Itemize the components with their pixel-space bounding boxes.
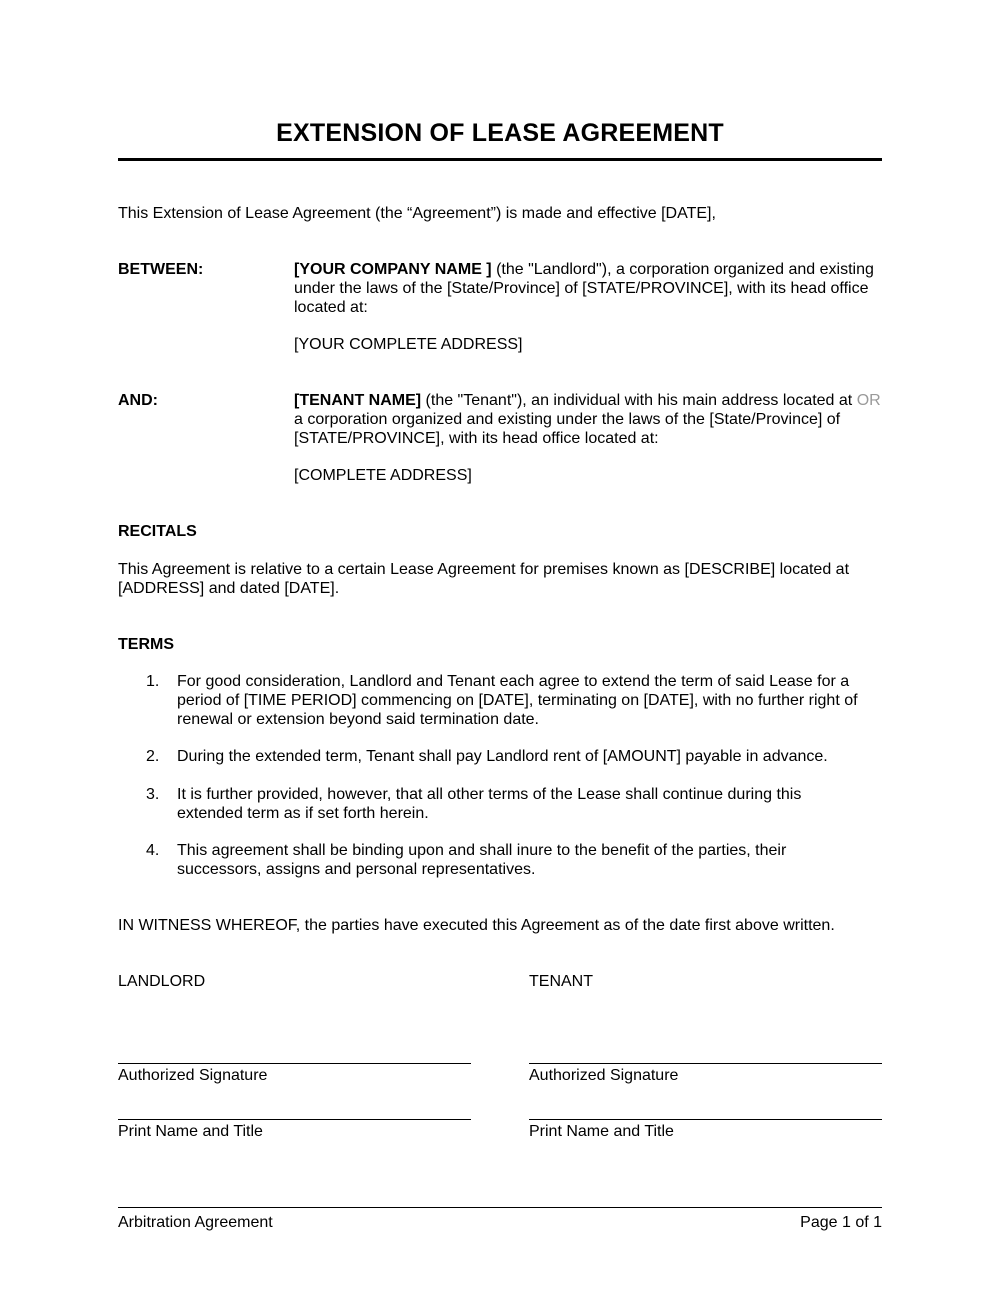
term-number: 4. — [146, 842, 160, 859]
between-party-paragraph — [294, 260, 874, 317]
landlord-description-rest: existing under the laws of the [State/Province] of [STATE/PROVINCE], with its head office located at: — [294, 261, 874, 316]
term-number: 3. — [146, 786, 160, 803]
tenant-name-line — [529, 1119, 882, 1120]
landlord-address: [YOUR COMPLETE ADDRESS] — [294, 336, 523, 353]
tenant-description-rest: a corporation organized and existing under the laws of the [State/Province] of [STATE/PROVINCE], with its head office located at: — [294, 411, 841, 447]
term-text: During the extended term, Tenant shall pay Landlord rent of [AMOUNT] payable in advance. — [177, 748, 828, 765]
intro-paragraph: This Extension of Lease Agreement (the “Agreement”) is made and effective [DATE], — [118, 205, 716, 222]
document-title: EXTENSION OF LEASE AGREEMENT — [276, 119, 724, 147]
term-number: 2. — [146, 748, 160, 765]
between-label: BETWEEN: — [118, 261, 204, 278]
tenant-signature-label: Authorized Signature — [529, 1067, 679, 1084]
recitals-text: This Agreement is relative to a certain Lease Agreement for premises known as [DESCRIBE] located at [ADDRESS] and dated [DATE]. — [118, 561, 850, 597]
term-text: This agreement shall be binding upon and shall inure to the benefit of the parties, their successors, assigns and personal representatives. — [177, 842, 787, 878]
landlord-name-placeholder: [YOUR COMPANY NAME ] — [294, 261, 492, 278]
term-number: 1. — [146, 673, 160, 690]
footer-divider — [118, 1207, 882, 1208]
landlord-name-line — [118, 1119, 471, 1120]
witness-statement: IN WITNESS WHEREOF, the parties have executed this Agreement as of the date first above written. — [118, 917, 835, 934]
and-label: AND: — [118, 392, 158, 409]
or-alternative-marker: OR — [856, 392, 881, 409]
landlord-signature-line — [118, 1063, 471, 1064]
term-text: It is further provided, however, that all other terms of the Lease shall continue during this extended term as if set forth herein. — [177, 786, 802, 822]
tenant-name-placeholder: [TENANT NAME] — [294, 392, 422, 409]
and-party-paragraph — [294, 391, 886, 448]
tenant-signature-line — [529, 1063, 882, 1064]
terms-heading: TERMS — [118, 636, 174, 653]
landlord-signature-heading: LANDLORD — [118, 973, 206, 990]
tenant-description-line1: (the "Tenant"), an individual with his main address located at — [421, 392, 853, 409]
landlord-name-label: Print Name and Title — [118, 1123, 263, 1140]
recitals-heading: RECITALS — [118, 523, 197, 540]
tenant-address: [COMPLETE ADDRESS] — [294, 467, 472, 484]
tenant-signature-heading: TENANT — [529, 973, 593, 990]
footer-page-number: Page 1 of 1 — [800, 1214, 882, 1231]
title-divider — [118, 158, 882, 161]
term-text: For good consideration, Landlord and Tenant each agree to extend the term of said Lease for a period of [TIME PERIOD] commencing on [DATE], terminating on [DATE], with no further right of renewal or extension beyond said termination date. — [177, 673, 858, 728]
tenant-name-label: Print Name and Title — [529, 1123, 674, 1140]
landlord-signature-label: Authorized Signature — [118, 1067, 268, 1084]
footer-document-name: Arbitration Agreement — [118, 1214, 273, 1231]
landlord-description-line1: (the "Landlord"), a corporation organized and — [491, 261, 816, 278]
